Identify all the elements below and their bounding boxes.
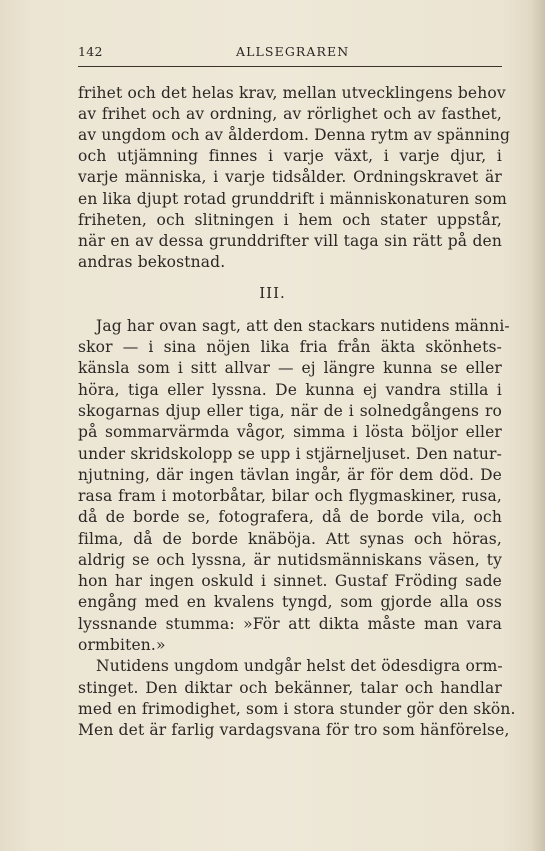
- header-rule: [78, 66, 502, 67]
- text-line: varje människa, i varje tidsålder. Ordningskravet är: [78, 168, 502, 186]
- page-number: 142: [78, 44, 103, 59]
- text-line: av frihet och av ordning, av rörlighet och av fasthet,: [78, 105, 502, 123]
- text-line: under skridskolopp se upp i stjärneljuset. Den natur-: [78, 445, 502, 463]
- text-line: njutning, där ingen tävlan ingår, är för dem död. De: [78, 466, 502, 484]
- text-line: på sommarvärmda vågor, simma i lösta böljor eller: [78, 423, 502, 441]
- text-line: friheten, och slitningen i hem och stater uppstår,: [78, 211, 502, 229]
- text-line: Nutidens ungdom undgår helst det ödesdigra orm-: [96, 657, 503, 675]
- text-line: rasa fram i motorbåtar, bilar och flygmaskiner, rusa,: [78, 487, 502, 505]
- text-line: filma, då de borde knäböja. Att synas och höras,: [78, 530, 502, 548]
- text-line: känsla som i sitt allvar — ej längre kunna se eller: [78, 359, 502, 377]
- text-line: skor — i sina nöjen lika fria från äkta skönhets-: [78, 338, 502, 356]
- text-line: och utjämning finnes i varje växt, i varje djur, i: [78, 147, 502, 165]
- text-line: hon har ingen oskuld i sinnet. Gustaf Fröding sade: [78, 572, 502, 590]
- section-heading: III.: [259, 284, 286, 302]
- running-title: ALLSEGRAREN: [236, 44, 350, 59]
- text-line: Jag har ovan sagt, att den stackars nutidens männi-: [96, 317, 510, 335]
- text-line: då de borde se, fotografera, då de borde vila, och: [78, 508, 502, 526]
- text-line: Men det är farlig vardagsvana för tro som hänförelse,: [78, 721, 510, 739]
- text-line: en lika djupt rotad grunddrift i människonaturen som: [78, 190, 507, 208]
- text-line: skogarnas djup eller tiga, när de i solnedgångens ro: [78, 402, 502, 420]
- text-line: höra, tiga eller lyssna. De kunna ej vandra stilla i: [78, 381, 502, 399]
- page-edge-shadow: [531, 0, 545, 851]
- text-line: av ungdom och av ålderdom. Denna rytm av spänning: [78, 126, 511, 144]
- text-line: stinget. Den diktar och bekänner, talar och handlar: [78, 679, 502, 697]
- text-line: frihet och det helas krav, mellan utvecklingens behov: [78, 84, 506, 102]
- text-line: ormbiten.»: [78, 636, 166, 654]
- text-line: när en av dessa grunddrifter vill taga sin rätt på den: [78, 232, 502, 250]
- page-header: [78, 44, 502, 64]
- text-line: andras bekostnad.: [78, 253, 226, 271]
- text-line: engång med en kvalens tyngd, som gjorde alla oss: [78, 593, 502, 611]
- text-line: med en frimodighet, som i stora stunder gör den skön.: [78, 700, 516, 718]
- text-line: aldrig se och lyssna, är nutidsmänniskans väsen, ty: [78, 551, 502, 569]
- text-line: lyssnande stumma: »För att dikta måste man vara: [78, 615, 502, 633]
